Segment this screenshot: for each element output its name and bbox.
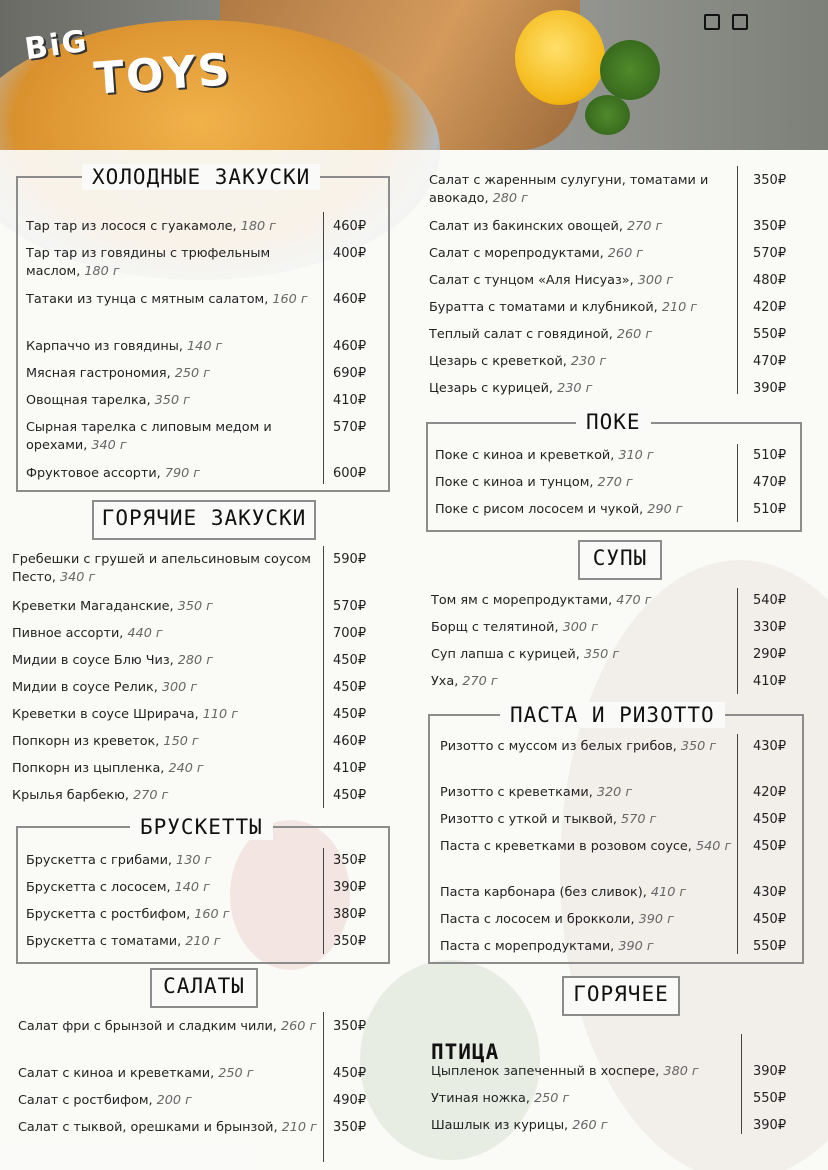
menu-item: [435, 474, 733, 492]
menu-item: [18, 1119, 318, 1137]
menu-item-price: 410₽: [333, 761, 367, 776]
menu-item-price: 450₽: [333, 653, 367, 668]
menu-item-name: Пивное ассорти,: [12, 626, 128, 641]
menu-item-weight: 250 г: [174, 366, 210, 381]
menu-item-price: 480₽: [753, 273, 787, 288]
menu-item-price: 350₽: [753, 219, 787, 234]
menu-item-price: 400₽: [333, 246, 367, 261]
menu-item-price: 460₽: [333, 219, 367, 234]
menu-item-weight: 260 г: [280, 1019, 317, 1034]
menu-item-price: 350₽: [333, 1120, 367, 1135]
menu-item-name: Попкорн из цыпленка,: [12, 761, 169, 776]
menu-item-weight: 320 г: [596, 785, 633, 800]
menu-item-weight: 160 г: [194, 907, 230, 922]
menu-item-name: Креветки в соусе Шрирача,: [12, 707, 203, 722]
menu-item: [429, 218, 733, 236]
menu-item-name: Салат с киноа и креветками,: [18, 1066, 219, 1081]
menu-item-weight: 270 г: [597, 475, 633, 490]
menu-item-price: 550₽: [753, 939, 787, 954]
menu-item-name: Овощная тарелка,: [26, 393, 155, 408]
menu-item: [26, 245, 318, 281]
menu-item-name: Мидии в соусе Блю Чиз,: [12, 653, 178, 668]
menu-item-name: Паста с лососем и брокколи,: [440, 912, 639, 927]
menu-item-price: 570₽: [753, 246, 787, 261]
menu-item: [429, 326, 733, 344]
menu-item-weight: 230 г: [570, 354, 607, 369]
menu-item-weight: 240 г: [168, 761, 204, 776]
price-divider: [323, 1012, 324, 1162]
menu-item-name: Суп лапша с курицей,: [431, 647, 584, 662]
menu-item-name: Поке с киноа и креветкой,: [435, 448, 619, 463]
menu-item-price: 420₽: [753, 300, 787, 315]
herb-image: [600, 40, 660, 100]
price-divider: [741, 1034, 742, 1134]
menu-item-weight: 790 г: [164, 466, 201, 481]
menu-item: [12, 760, 318, 778]
menu-item-weight: 260 г: [607, 246, 643, 261]
menu-item: [431, 592, 733, 610]
menu-item: [429, 272, 733, 290]
menu-item: [435, 501, 733, 519]
menu-item: [26, 465, 318, 483]
menu-item-name: Салат фри с брынзой и сладким чили,: [18, 1019, 281, 1034]
menu-item: [440, 911, 733, 929]
menu-item-weight: 110 г: [202, 707, 238, 722]
menu-item: [26, 338, 318, 356]
menu-item-price: 470₽: [753, 354, 787, 369]
section-title-hot: ГОРЯЧЕЕ: [562, 976, 680, 1016]
menu-item-weight: 470 г: [616, 593, 652, 608]
menu-item-price: 510₽: [753, 448, 787, 463]
corner-marks: [704, 14, 748, 30]
menu-item-weight: 210 г: [661, 300, 698, 315]
menu-item: [429, 245, 733, 263]
square-icon: [704, 14, 720, 30]
subsection-title-poultry: ПТИЦА: [431, 1040, 500, 1064]
menu-item-name: Ризотто с уткой и тыквой,: [440, 812, 622, 827]
menu-item-price: 350₽: [333, 1019, 367, 1034]
menu-item-weight: 180 г: [84, 264, 120, 279]
menu-item: [12, 706, 318, 724]
menu-item-weight: 540 г: [695, 839, 732, 854]
menu-item-name: Буратта с томатами и клубникой,: [429, 300, 662, 315]
menu-item-price: 570₽: [333, 420, 367, 435]
menu-item: [429, 353, 733, 371]
menu-item-price: 380₽: [333, 907, 367, 922]
menu-item-weight: 250 г: [218, 1066, 254, 1081]
menu-item-price: 390₽: [753, 1118, 787, 1133]
menu-item: [26, 392, 318, 410]
menu-item: [431, 619, 733, 637]
menu-item: [440, 884, 733, 902]
menu-item-price: 450₽: [333, 707, 367, 722]
menu-item-name: Салат с жаренным сулугуни, томатами и авокадо,: [429, 173, 709, 206]
section-title-bruschetta: БРУСКЕТТЫ: [130, 814, 273, 840]
menu-item-weight: 150 г: [163, 734, 199, 749]
menu-item: [431, 646, 733, 664]
menu-item: [12, 551, 318, 587]
menu-item-name: Сырная тарелка с липовым медом и орехами,: [26, 420, 272, 453]
menu-item-weight: 250 г: [533, 1091, 570, 1106]
menu-item: [12, 679, 318, 697]
menu-item-weight: 350 г: [583, 647, 620, 662]
menu-item: [440, 784, 733, 802]
menu-item-weight: 260 г: [572, 1118, 608, 1133]
menu-item-weight: 350 г: [177, 599, 213, 614]
brand-line-1: BiG: [22, 23, 91, 68]
menu-item: [429, 299, 733, 317]
menu-item-weight: 350 г: [680, 739, 717, 754]
menu-item: [26, 291, 318, 309]
menu-item-name: Тар тар из говядины с трюфельным маслом,: [26, 246, 271, 279]
menu-item-price: 490₽: [333, 1093, 367, 1108]
menu-item-name: Карпаччо из говядины,: [26, 339, 188, 354]
menu-item-weight: 410 г: [650, 885, 687, 900]
menu-item: [26, 879, 318, 897]
menu-item-name: Уха,: [431, 674, 463, 689]
menu-item-weight: 210 г: [185, 934, 221, 949]
menu-item-name: Брускетта с ростбифом,: [26, 907, 195, 922]
menu-item-weight: 200 г: [156, 1093, 192, 1108]
menu-item: [440, 838, 733, 856]
menu-item-price: 450₽: [333, 680, 367, 695]
menu-item: [429, 172, 733, 208]
menu-item-name: Цезарь с курицей,: [429, 381, 558, 396]
menu-item: [26, 933, 318, 951]
menu-item: [431, 673, 733, 691]
menu-item: [12, 787, 318, 805]
section-title-hot-snacks: ГОРЯЧИЕ ЗАКУСКИ: [92, 500, 316, 540]
menu-item-name: Цыпленок запеченный в хоспере,: [431, 1064, 664, 1079]
menu-item-name: Паста с морепродуктами,: [440, 939, 619, 954]
price-divider: [737, 734, 738, 954]
menu-item-name: Шашлык из курицы,: [431, 1118, 573, 1133]
square-icon: [732, 14, 748, 30]
menu-item-name: Салат с морепродуктами,: [429, 246, 608, 261]
menu-item-name: Тар тар из лосося с гуакамоле,: [26, 219, 241, 234]
menu-item: [18, 1065, 318, 1083]
section-title-soups: СУПЫ: [578, 540, 662, 580]
menu-item-price: 460₽: [333, 339, 367, 354]
menu-item: [440, 811, 733, 829]
menu-item-price: 540₽: [753, 593, 787, 608]
menu-item: [26, 419, 318, 455]
menu-item-price: 550₽: [753, 1091, 787, 1106]
menu-item: [431, 1090, 737, 1108]
price-divider: [737, 444, 738, 522]
menu-item-price: 390₽: [753, 1064, 787, 1079]
menu-item-name: Борщ с телятиной,: [431, 620, 563, 635]
menu-item-weight: 270 г: [626, 219, 663, 234]
menu-item-weight: 160 г: [272, 292, 308, 307]
menu-item: [12, 733, 318, 751]
menu-item-weight: 180 г: [240, 219, 276, 234]
menu-item-name: Салат из бакинских овощей,: [429, 219, 627, 234]
menu-item: [26, 906, 318, 924]
menu-item: [26, 365, 318, 383]
menu-item-weight: 140 г: [174, 880, 210, 895]
menu-item: [12, 625, 318, 643]
price-divider: [737, 588, 738, 694]
menu-item-name: Мясная гастрономия,: [26, 366, 175, 381]
menu-item: [440, 938, 733, 956]
menu-item-name: Ризотто с креветками,: [440, 785, 597, 800]
menu-item-price: 510₽: [753, 502, 787, 517]
section-title-cold: ХОЛОДНЫЕ ЗАКУСКИ: [82, 164, 320, 190]
menu-item-price: 390₽: [333, 880, 367, 895]
menu-item-name: Крылья барбекю,: [12, 788, 134, 803]
menu-item-weight: 300 г: [161, 680, 198, 695]
menu-item-weight: 280 г: [177, 653, 213, 668]
menu-item-weight: 140 г: [187, 339, 223, 354]
menu-item: [18, 1092, 318, 1110]
menu-item-price: 460₽: [333, 734, 367, 749]
menu-item: [435, 447, 733, 465]
price-divider: [323, 546, 324, 808]
menu-item-price: 450₽: [753, 812, 787, 827]
menu-item-weight: 300 г: [637, 273, 673, 288]
menu-item-price: 450₽: [333, 788, 367, 803]
menu-item-name: Паста с креветками в розовом соусе,: [440, 839, 696, 854]
menu-item-name: Салат с тыквой, орешками и брынзой,: [18, 1120, 282, 1135]
price-divider: [737, 166, 738, 394]
menu-item-weight: 570 г: [621, 812, 657, 827]
menu-item-name: Гребешки с грушей и апельсиновым соусом Песто,: [12, 552, 311, 585]
menu-item: [440, 738, 733, 756]
menu-item-price: 420₽: [753, 785, 787, 800]
menu-item-price: 460₽: [333, 292, 367, 307]
menu-item-price: 450₽: [753, 839, 787, 854]
menu-item-weight: 390 г: [618, 939, 654, 954]
menu-item-price: 390₽: [753, 381, 787, 396]
price-divider: [323, 848, 324, 954]
menu-item-name: Салат с тунцом «Аля Нисуаз»,: [429, 273, 638, 288]
brand-logo: [22, 18, 234, 105]
menu-item-weight: 270 г: [133, 788, 169, 803]
menu-item-name: Поке с киноа и тунцом,: [435, 475, 598, 490]
menu-item-price: 450₽: [333, 1066, 367, 1081]
section-title-pasta: ПАСТА И РИЗОТТО: [500, 702, 725, 728]
menu-item: [429, 380, 733, 398]
menu-item-name: Паста карбонара (без сливок),: [440, 885, 651, 900]
menu-item-weight: 340 г: [59, 570, 96, 585]
menu-item-weight: 300 г: [562, 620, 598, 635]
menu-item-weight: 340 г: [91, 438, 127, 453]
menu-item-price: 700₽: [333, 626, 367, 641]
menu-item: [26, 218, 318, 236]
menu-item-name: Салат с ростбифом,: [18, 1093, 157, 1108]
menu-item-price: 430₽: [753, 739, 787, 754]
menu-item-name: Ризотто с муссом из белых грибов,: [440, 739, 681, 754]
menu-item-price: 450₽: [753, 912, 787, 927]
menu-item-weight: 380 г: [663, 1064, 699, 1079]
menu-item-price: 600₽: [333, 466, 367, 481]
menu-item: [12, 598, 318, 616]
menu-item-weight: 390 г: [638, 912, 674, 927]
menu-item-name: Брускетта с томатами,: [26, 934, 186, 949]
menu-item-name: Фруктовое ассорти,: [26, 466, 165, 481]
section-title-poke: ПОКЕ: [576, 409, 651, 435]
menu-item-name: Поке с рисом лососем и чукой,: [435, 502, 648, 517]
menu-item-weight: 440 г: [127, 626, 163, 641]
menu-item-weight: 280 г: [492, 191, 528, 206]
section-title-salads: САЛАТЫ: [150, 968, 258, 1008]
menu-item-name: Попкорн из креветок,: [12, 734, 164, 749]
menu-item-price: 290₽: [753, 647, 787, 662]
menu-item: [12, 652, 318, 670]
menu-item-name: Креветки Магаданские,: [12, 599, 178, 614]
menu-item-price: 410₽: [753, 674, 787, 689]
menu-item-weight: 230 г: [557, 381, 593, 396]
menu-item-price: 470₽: [753, 475, 787, 490]
pattypan-squash-image: [515, 10, 605, 105]
menu-item-weight: 310 г: [618, 448, 654, 463]
menu-item-name: Том ям с морепродуктами,: [431, 593, 617, 608]
brand-line-2: TOYS: [92, 44, 234, 105]
menu-item-price: 350₽: [333, 934, 367, 949]
menu-item-name: Брускетта с грибами,: [26, 853, 177, 868]
menu-item-name: Цезарь с креветкой,: [429, 354, 571, 369]
menu-item-name: Брускетта с лососем,: [26, 880, 175, 895]
menu-item-price: 690₽: [333, 366, 367, 381]
price-divider: [323, 212, 324, 484]
menu-item-weight: 130 г: [176, 853, 212, 868]
menu-item-price: 590₽: [333, 552, 367, 567]
menu-item: [431, 1117, 737, 1135]
menu-item-weight: 270 г: [462, 674, 498, 689]
menu-item-weight: 290 г: [647, 502, 683, 517]
menu-item-name: Теплый салат с говядиной,: [429, 327, 617, 342]
menu-item: [431, 1063, 737, 1081]
menu-item-price: 430₽: [753, 885, 787, 900]
menu-item-price: 350₽: [333, 853, 367, 868]
menu-item-weight: 210 г: [281, 1120, 317, 1135]
herb-image: [585, 95, 630, 135]
menu-item-weight: 260 г: [616, 327, 653, 342]
menu-item-price: 570₽: [333, 599, 367, 614]
menu-item-name: Мидии в соусе Релик,: [12, 680, 162, 695]
menu-item-price: 330₽: [753, 620, 787, 635]
menu-item: [26, 852, 318, 870]
menu-item-name: Утиная ножка,: [431, 1091, 534, 1106]
menu-item-price: 410₽: [333, 393, 367, 408]
menu-item-price: 550₽: [753, 327, 787, 342]
menu-item-weight: 350 г: [154, 393, 190, 408]
menu-item-price: 350₽: [753, 173, 787, 188]
menu-item-name: Татаки из тунца с мятным салатом,: [26, 292, 273, 307]
menu-item: [18, 1018, 318, 1036]
